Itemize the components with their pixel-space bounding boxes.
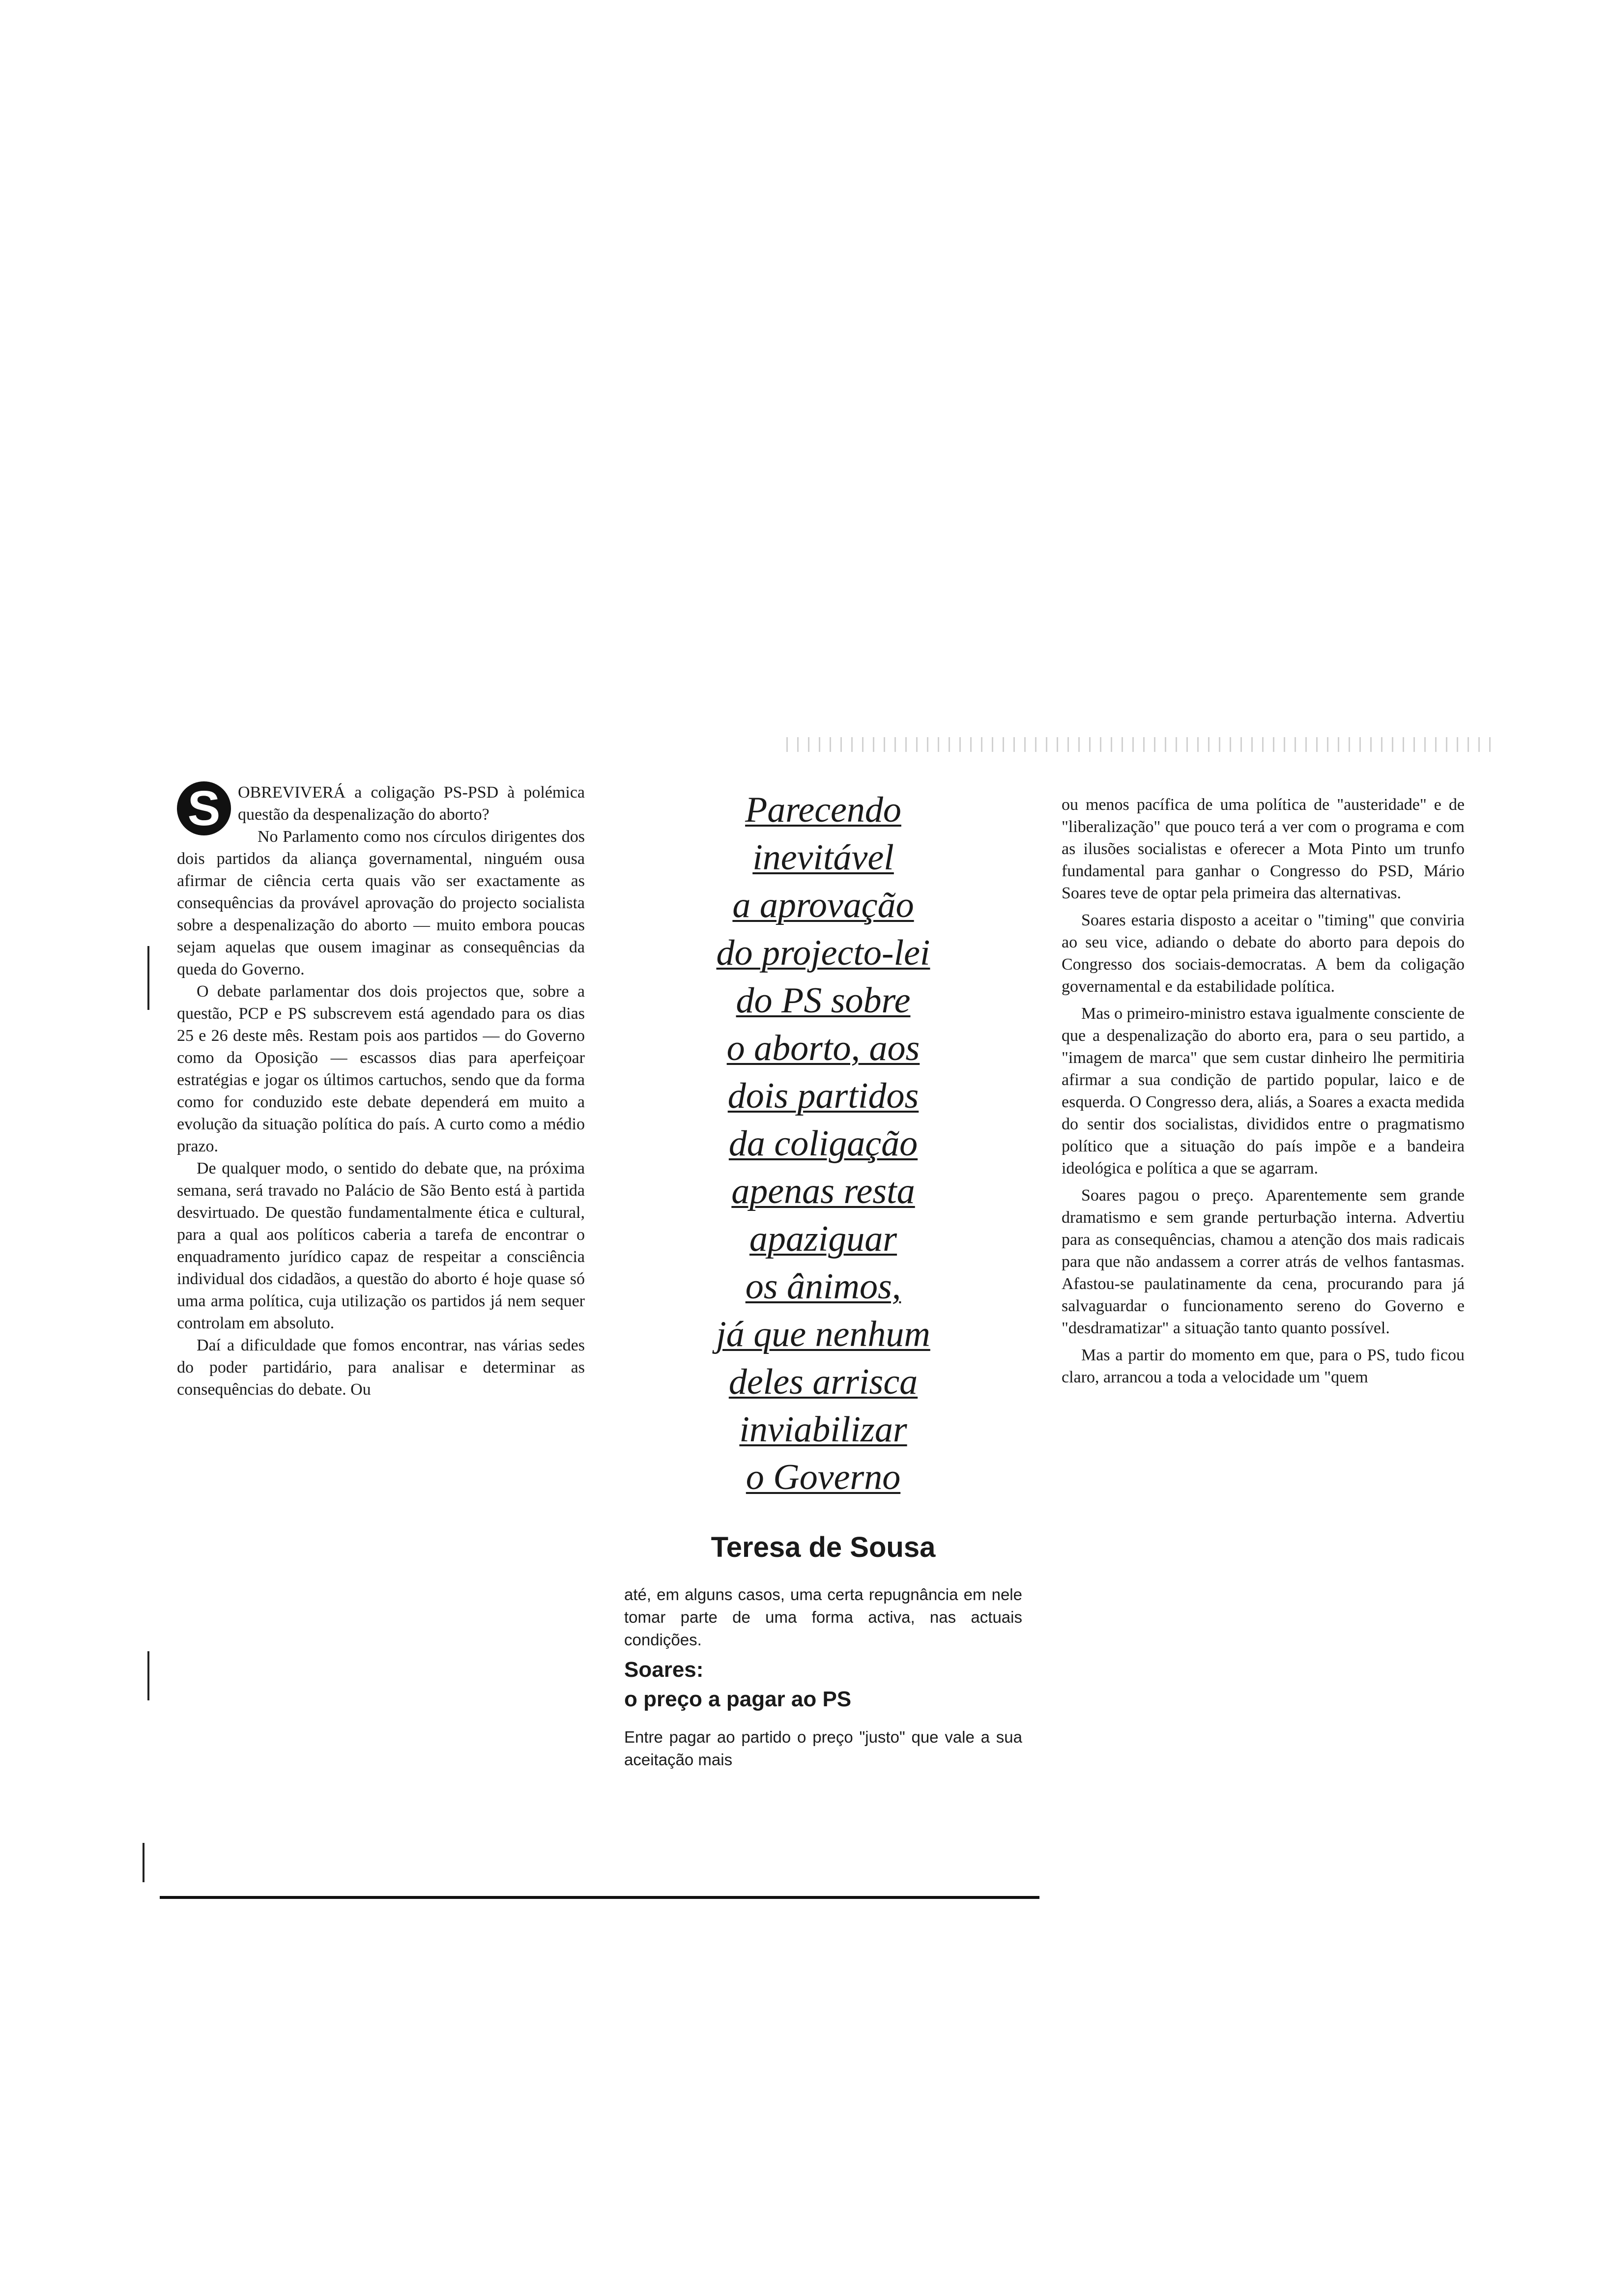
right-paragraph-4: Soares pagou o preço. Aparentemente sem grande dramatismo e sem grande perturbação interna. Advertiu para as consequências, chamou a atenção dos mais radicais para que não andassem a correr atrás de velhos fantasmas. Afastou-se paulatinamente da cena, procurando para já salvaguardar o funcionamento sereno do Governo e "desdramatizar" a situação tanto quanto possível. xyxy=(1062,1186,1465,1337)
margin-mark xyxy=(143,1843,144,1882)
headline-line: do projecto-lei xyxy=(716,933,930,973)
subheading-line-2: o preço a pagar ao PS xyxy=(624,1687,852,1711)
headline-line: o aborto, aos xyxy=(726,1028,920,1068)
headline-line: inevitável xyxy=(752,837,894,878)
subheading-line-1: Soares: xyxy=(624,1658,704,1682)
left-paragraph-2: No Parlamento como nos círculos dirigentes dos dois partidos da aliança governamental, ninguém ousa afirmar de ciência certa quais vão ser exactamente as consequências da provável aprovação do projecto socialista sobre a despenalização do aborto — muito embora poucas sejam aquelas que ousem imaginar as consequências da queda do Governo. xyxy=(177,828,585,978)
headline-line: Parecendo xyxy=(745,790,901,830)
lead-paragraph xyxy=(177,781,585,836)
headline-line: os ânimos, xyxy=(745,1266,901,1307)
right-column xyxy=(1062,794,1465,1393)
right-paragraph-2: Soares estaria disposto a aceitar o "timing" que conviria ao seu vice, adiando o debate do aborto para depois do Congresso dos sociais-democratas. A bem da coligação governamental e da estabilidade política. xyxy=(1062,911,1465,996)
scan-noise xyxy=(786,737,1499,752)
headline-line: inviabilizar xyxy=(739,1409,907,1450)
right-paragraph-5: Mas a partir do momento em que, para o PS, tudo ficou claro, arrancou a toda a velocidade um "quem xyxy=(1062,1346,1465,1386)
drop-cap: S xyxy=(177,781,231,835)
headline-line: a aprovação xyxy=(732,885,914,925)
headline-line: do PS sobre xyxy=(736,980,911,1021)
author-byline: Teresa de Sousa xyxy=(711,1531,936,1563)
middle-column xyxy=(624,786,1022,1771)
headline-line: apaziguar xyxy=(749,1219,897,1259)
headline-line: da coligação xyxy=(728,1123,918,1164)
middle-paragraph-1: até, em alguns casos, uma certa repugnância em nele tomar parte de uma forma activa, nas actuais condições. xyxy=(624,1585,1022,1649)
headline xyxy=(624,786,1022,1501)
headline-line: deles arrisca xyxy=(728,1362,918,1402)
headline-line: apenas resta xyxy=(731,1171,915,1211)
headline-line: o Governo xyxy=(746,1457,901,1497)
margin-mark xyxy=(147,1651,149,1700)
lead-text: OBREVIVERÁ a coligação PS-PSD à polémica questão da despenalização do aborto? xyxy=(238,783,585,824)
middle-paragraph-2: Entre pagar ao partido o preço "justo" que vale a sua aceitação mais xyxy=(624,1728,1022,1769)
left-paragraph-4: De qualquer modo, o sentido do debate que, na próxima semana, será travado no Palácio de São Bento está à partida desvirtuado. De questão fundamentalmente ética e cultural, para a qual aos políticos caberia a tarefa de encontrar o enquadramento jurídico capaz de respeitar a consciência individual dos cidadãos, a questão do aborto é hoje quase só uma arma política, cuja utilização os partidos já nem sequer controlam em absoluto. xyxy=(177,1159,585,1332)
left-paragraph-5: Daí a dificuldade que fomos encontrar, nas várias sedes do poder partidário, para analisar e determinar as consequências do debate. Ou xyxy=(177,1336,585,1399)
headline-line: já que nenhum xyxy=(716,1314,930,1354)
margin-mark xyxy=(147,946,149,1010)
left-paragraph-3: O debate parlamentar dos dois projectos que, sobre a questão, PCP e PS subscrevem está agendado para os dias 25 e 26 deste mês. Restam pois aos partidos — do Governo como da Oposição — escassos dias para aperfeiçoar estratégias e jogar os últimos cartuchos, sendo que da forma como for conduzido este debate dependerá em muito a evolução da situação política do país. A curto como a médio prazo. xyxy=(177,982,585,1155)
headline-line: dois partidos xyxy=(727,1076,919,1116)
bottom-rule xyxy=(160,1896,1039,1899)
right-paragraph-1: ou menos pacífica de uma política de "austeridade" e de "liberalização" que pouco terá a ver com o programa e com as ilusões socialistas e oferecer a Mota Pinto um trunfo fundamental para ganhar o Congresso do PSD, Mário Soares teve de optar pela primeira das alternativas. xyxy=(1062,796,1465,902)
left-column xyxy=(177,781,585,1401)
right-paragraph-3: Mas o primeiro-ministro estava igualmente consciente de que a despenalização do aborto era, para o seu partido, a "imagem de marca" que sem custar dinheiro lhe permitiria afirmar a sua condição de partido popular, laico e de esquerda. O Congresso dera, aliás, a Soares a exacta medida do sentir dos socialistas, divididos entre o pragmatismo político que a situação do país impõe e a bandeira ideológica e política a que se agarram. xyxy=(1062,1004,1465,1177)
subheading xyxy=(624,1655,1022,1714)
